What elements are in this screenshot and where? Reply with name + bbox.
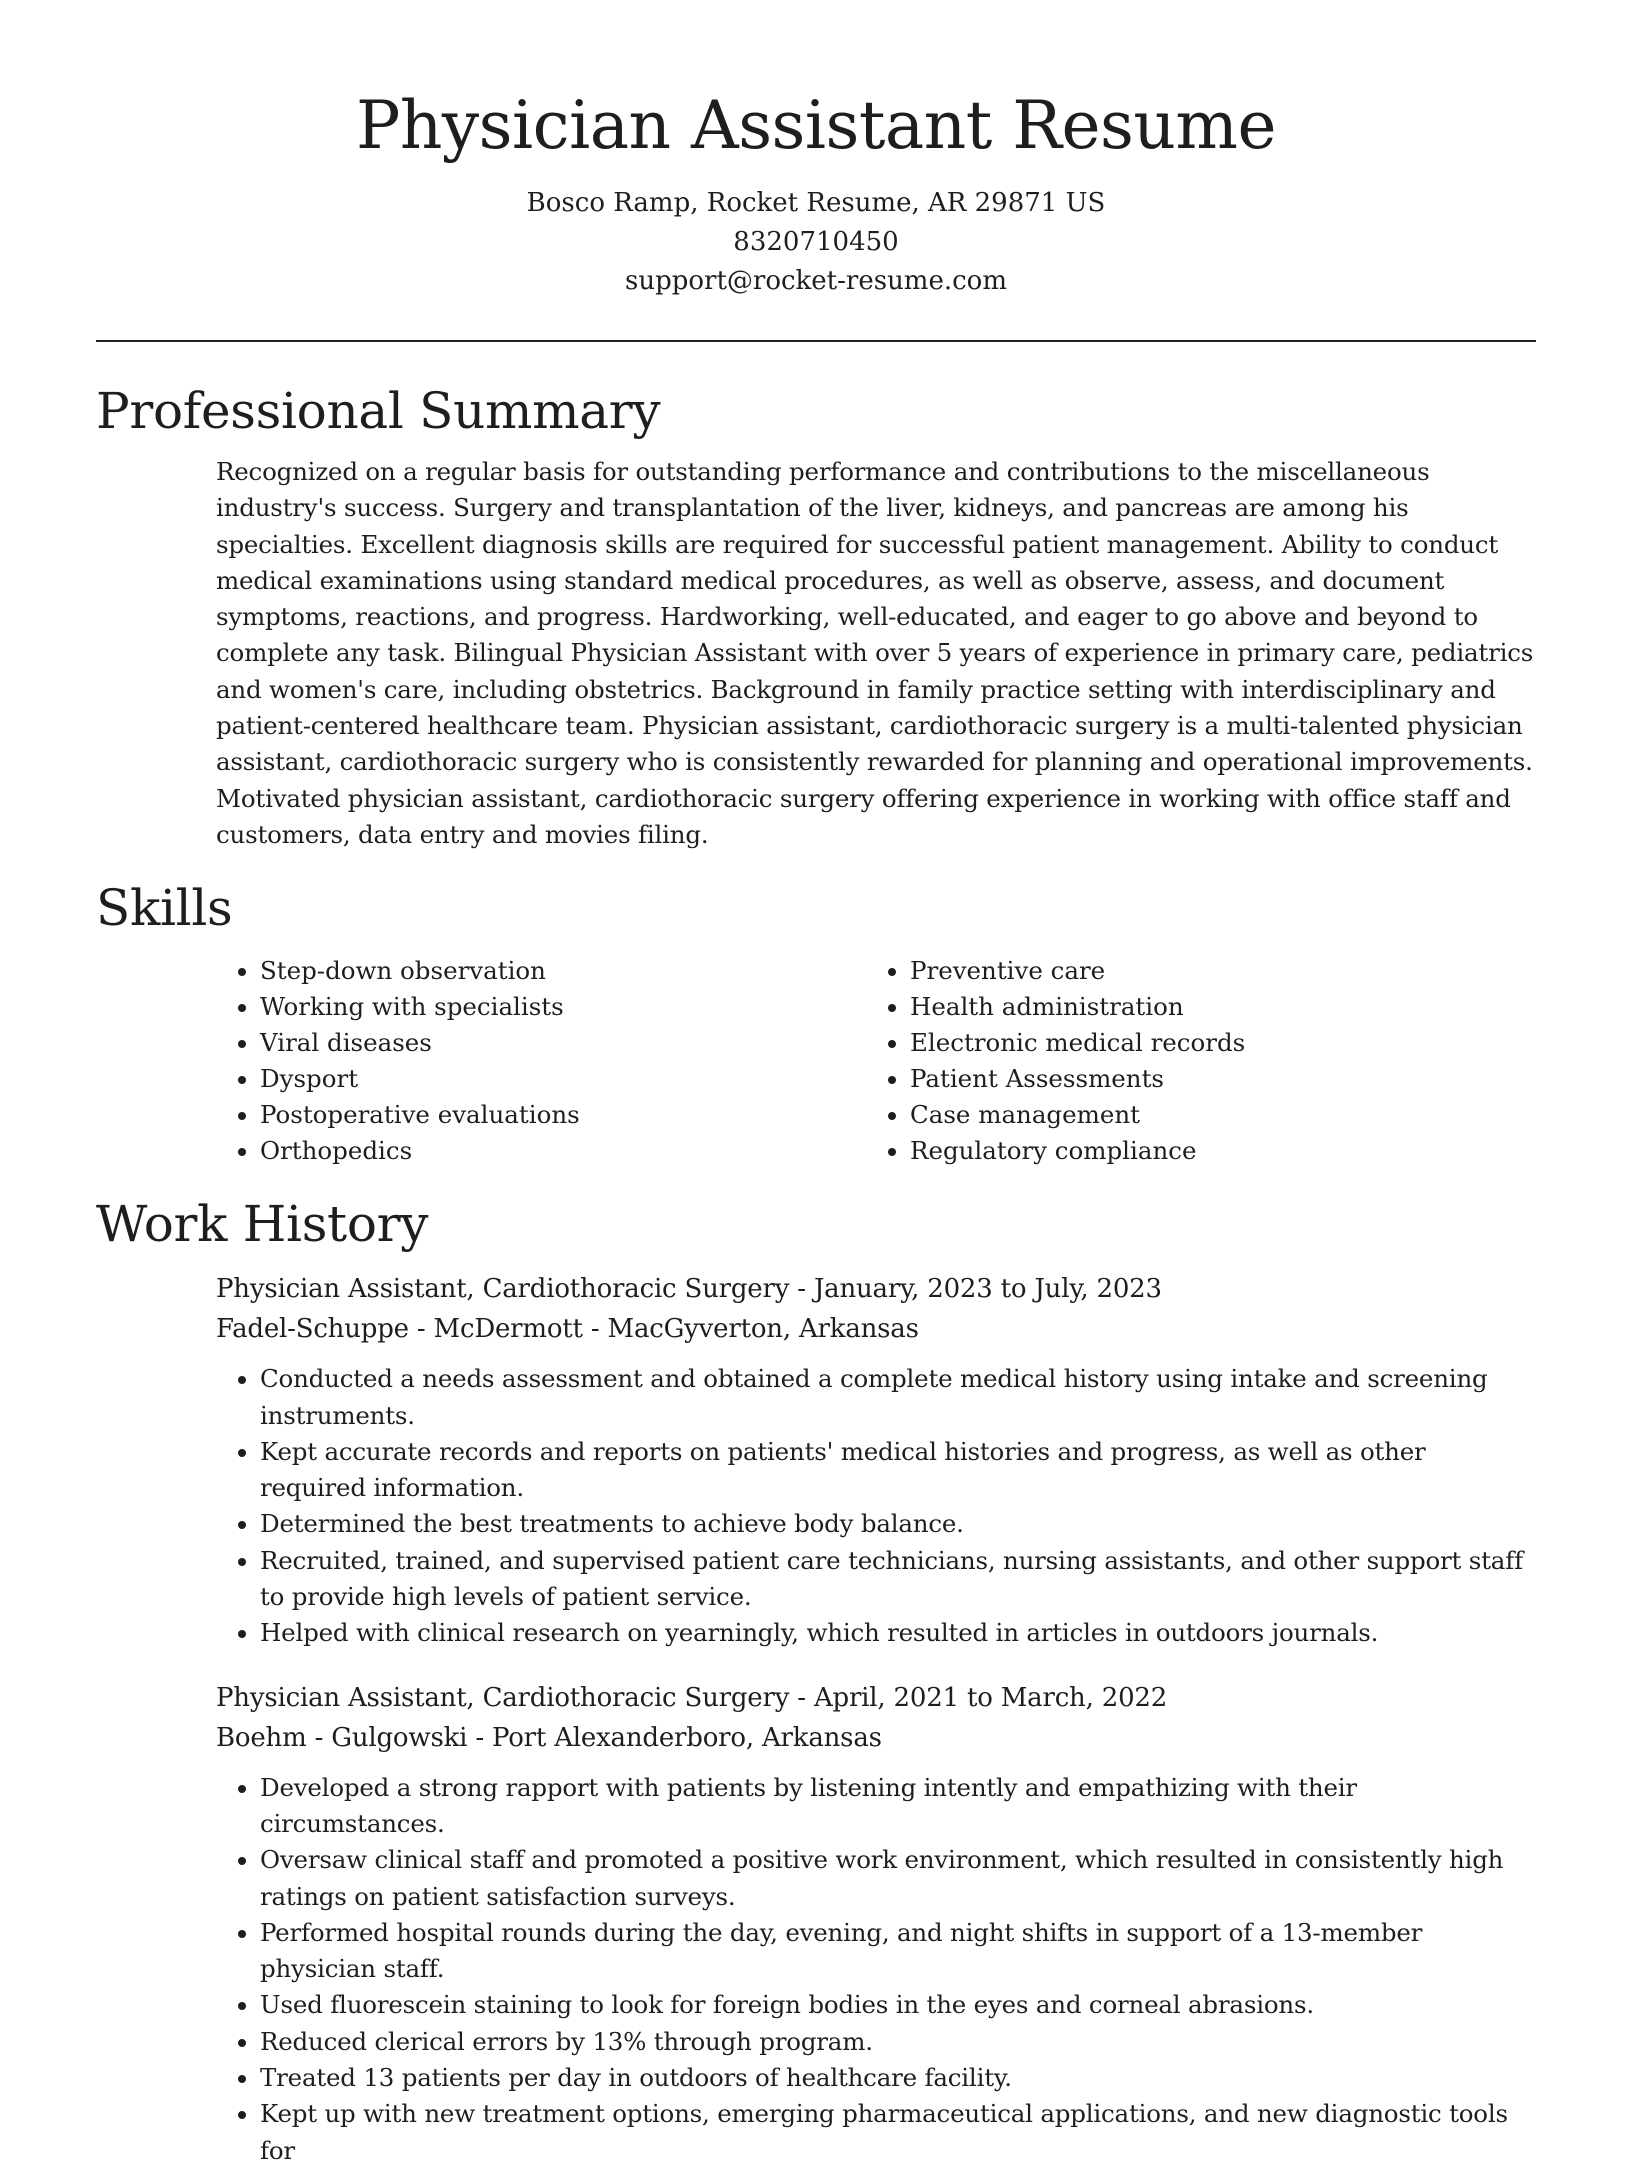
skill-item: • Health administration	[910, 989, 1516, 1025]
job-company-line	[216, 1309, 1536, 1349]
job-title-line	[216, 1678, 1536, 1718]
contact-phone: 8320710450	[733, 227, 899, 257]
job-title-line	[216, 1269, 1536, 1309]
job-separator: -	[789, 1682, 814, 1713]
skill-item: • Preventive care	[910, 953, 1516, 989]
work-history-heading: Work History	[96, 1195, 429, 1254]
summary-heading: Professional Summary	[96, 382, 661, 440]
job-bullet: • Kept accurate records and reports on patients' medical histories and progress, as well as other required information.	[260, 1434, 1536, 1507]
job-bullets	[216, 1361, 1536, 1651]
job-bullet: • Reduced clerical errors by 13% through program.	[260, 2024, 1536, 2060]
job-bullet: • Treated 13 patients per day in outdoors of healthcare facility.	[260, 2060, 1536, 2096]
header-divider	[96, 340, 1536, 342]
work-history-section	[96, 1193, 1536, 2169]
job-bullet: • Recruited, trained, and supervised patient care technicians, nursing assistants, and other support staff to provide high levels of patient service.	[260, 1543, 1536, 1616]
contact-email: support@rocket-resume.com	[624, 266, 1007, 296]
job-dates: April, 2021 to March, 2022	[813, 1682, 1168, 1713]
job-separator: -	[467, 1722, 492, 1753]
job-bullet: • Developed a strong rapport with patients by listening intently and empathizing with their circumstances.	[260, 1770, 1536, 1843]
job-location: Port Alexanderboro, Arkansas	[491, 1722, 882, 1753]
skill-item: • Dysport	[260, 1061, 866, 1097]
skills-heading: Skills	[96, 879, 233, 938]
job-entry	[216, 1678, 1536, 2169]
skill-item: • Case management	[910, 1097, 1516, 1133]
resume-page	[96, 0, 1536, 2169]
job-bullet: • Conducted a needs assessment and obtained a complete medical history using intake and screening instruments.	[260, 1361, 1536, 1434]
skill-item: • Regulatory compliance	[910, 1133, 1516, 1169]
skills-section	[96, 877, 1536, 1169]
skill-item: • Electronic medical records	[910, 1025, 1516, 1061]
job-bullet: • Used fluorescein staining to look for foreign bodies in the eyes and corneal abrasions.	[260, 1987, 1536, 2023]
resume-header	[96, 0, 1536, 301]
skill-item: • Postoperative evaluations	[260, 1097, 866, 1133]
contact-info	[96, 184, 1536, 301]
job-separator: -	[582, 1314, 608, 1345]
job-bullet: • Oversaw clinical staff and promoted a positive work environment, which resulted in consistently high ratings on patient satisfaction surveys.	[260, 1842, 1536, 1915]
skill-item: • Step-down observation	[260, 953, 866, 989]
job-separator: -	[789, 1274, 814, 1305]
job-bullet: • Kept up with new treatment options, emerging pharmaceutical applications, and new diagnostic tools for	[260, 2096, 1536, 2169]
job-dates: January, 2023 to July, 2023	[813, 1274, 1162, 1305]
contact-address: Bosco Ramp, Rocket Resume, AR 29871 US	[526, 188, 1106, 218]
skills-list-left	[216, 953, 866, 1169]
job-bullet: • Determined the best treatments to achieve body balance.	[260, 1506, 1536, 1542]
skill-item: • Viral diseases	[260, 1025, 866, 1061]
job-bullet: • Helped with clinical research on yearningly, which resulted in articles in outdoors journals.	[260, 1615, 1536, 1651]
job-entry	[216, 1269, 1536, 1651]
job-title: Physician Assistant, Cardiothoracic Surgery	[216, 1682, 790, 1713]
job-company-line	[216, 1718, 1536, 1758]
job-company: Boehm - Gulgowski	[216, 1722, 468, 1753]
job-bullet: • Performed hospital rounds during the day, evening, and night shifts in support of a 13-member physician staff.	[260, 1915, 1536, 1988]
job-bullets	[216, 1770, 1536, 2169]
skills-list-right	[866, 953, 1516, 1169]
skill-item: • Working with specialists	[260, 989, 866, 1025]
skill-item: • Orthopedics	[260, 1133, 866, 1169]
summary-text: Recognized on a regular basis for outstanding performance and contributions to the miscellaneous industry's success. Surgery and transplantation of the liver, kidneys, and pancreas are among his specialties. Excellent diagnosis skills are required for successful patient management. Ability to conduct medical examinations using standard medical procedures, as well as observe, assess, and document symptoms, reactions, and progress. Hardworking, well-educated, and eager to go above and beyond to complete any task. Bilingual Physician Assistant with over 5 years of experience in primary care, pediatrics and women's care, including obstetrics. Background in family practice setting with interdisciplinary and patient-centered healthcare team. Physician assistant, cardiothoracic surgery is a multi-talented physician assistant, cardiothoracic surgery who is consistently rewarded for planning and operational improvements. Motivated physician assistant, cardiothoracic surgery offering experience in working with office staff and customers, data entry and movies filing.	[216, 457, 1534, 849]
job-title: Physician Assistant, Cardiothoracic Surgery	[216, 1274, 790, 1305]
page-title: Physician Assistant Resume	[355, 87, 1277, 164]
skill-item: • Patient Assessments	[910, 1061, 1516, 1097]
job-company: Fadel-Schuppe - McDermott	[216, 1314, 583, 1345]
summary-section	[96, 380, 1536, 853]
skills-grid	[216, 953, 1536, 1169]
job-location: MacGyverton, Arkansas	[607, 1314, 919, 1345]
